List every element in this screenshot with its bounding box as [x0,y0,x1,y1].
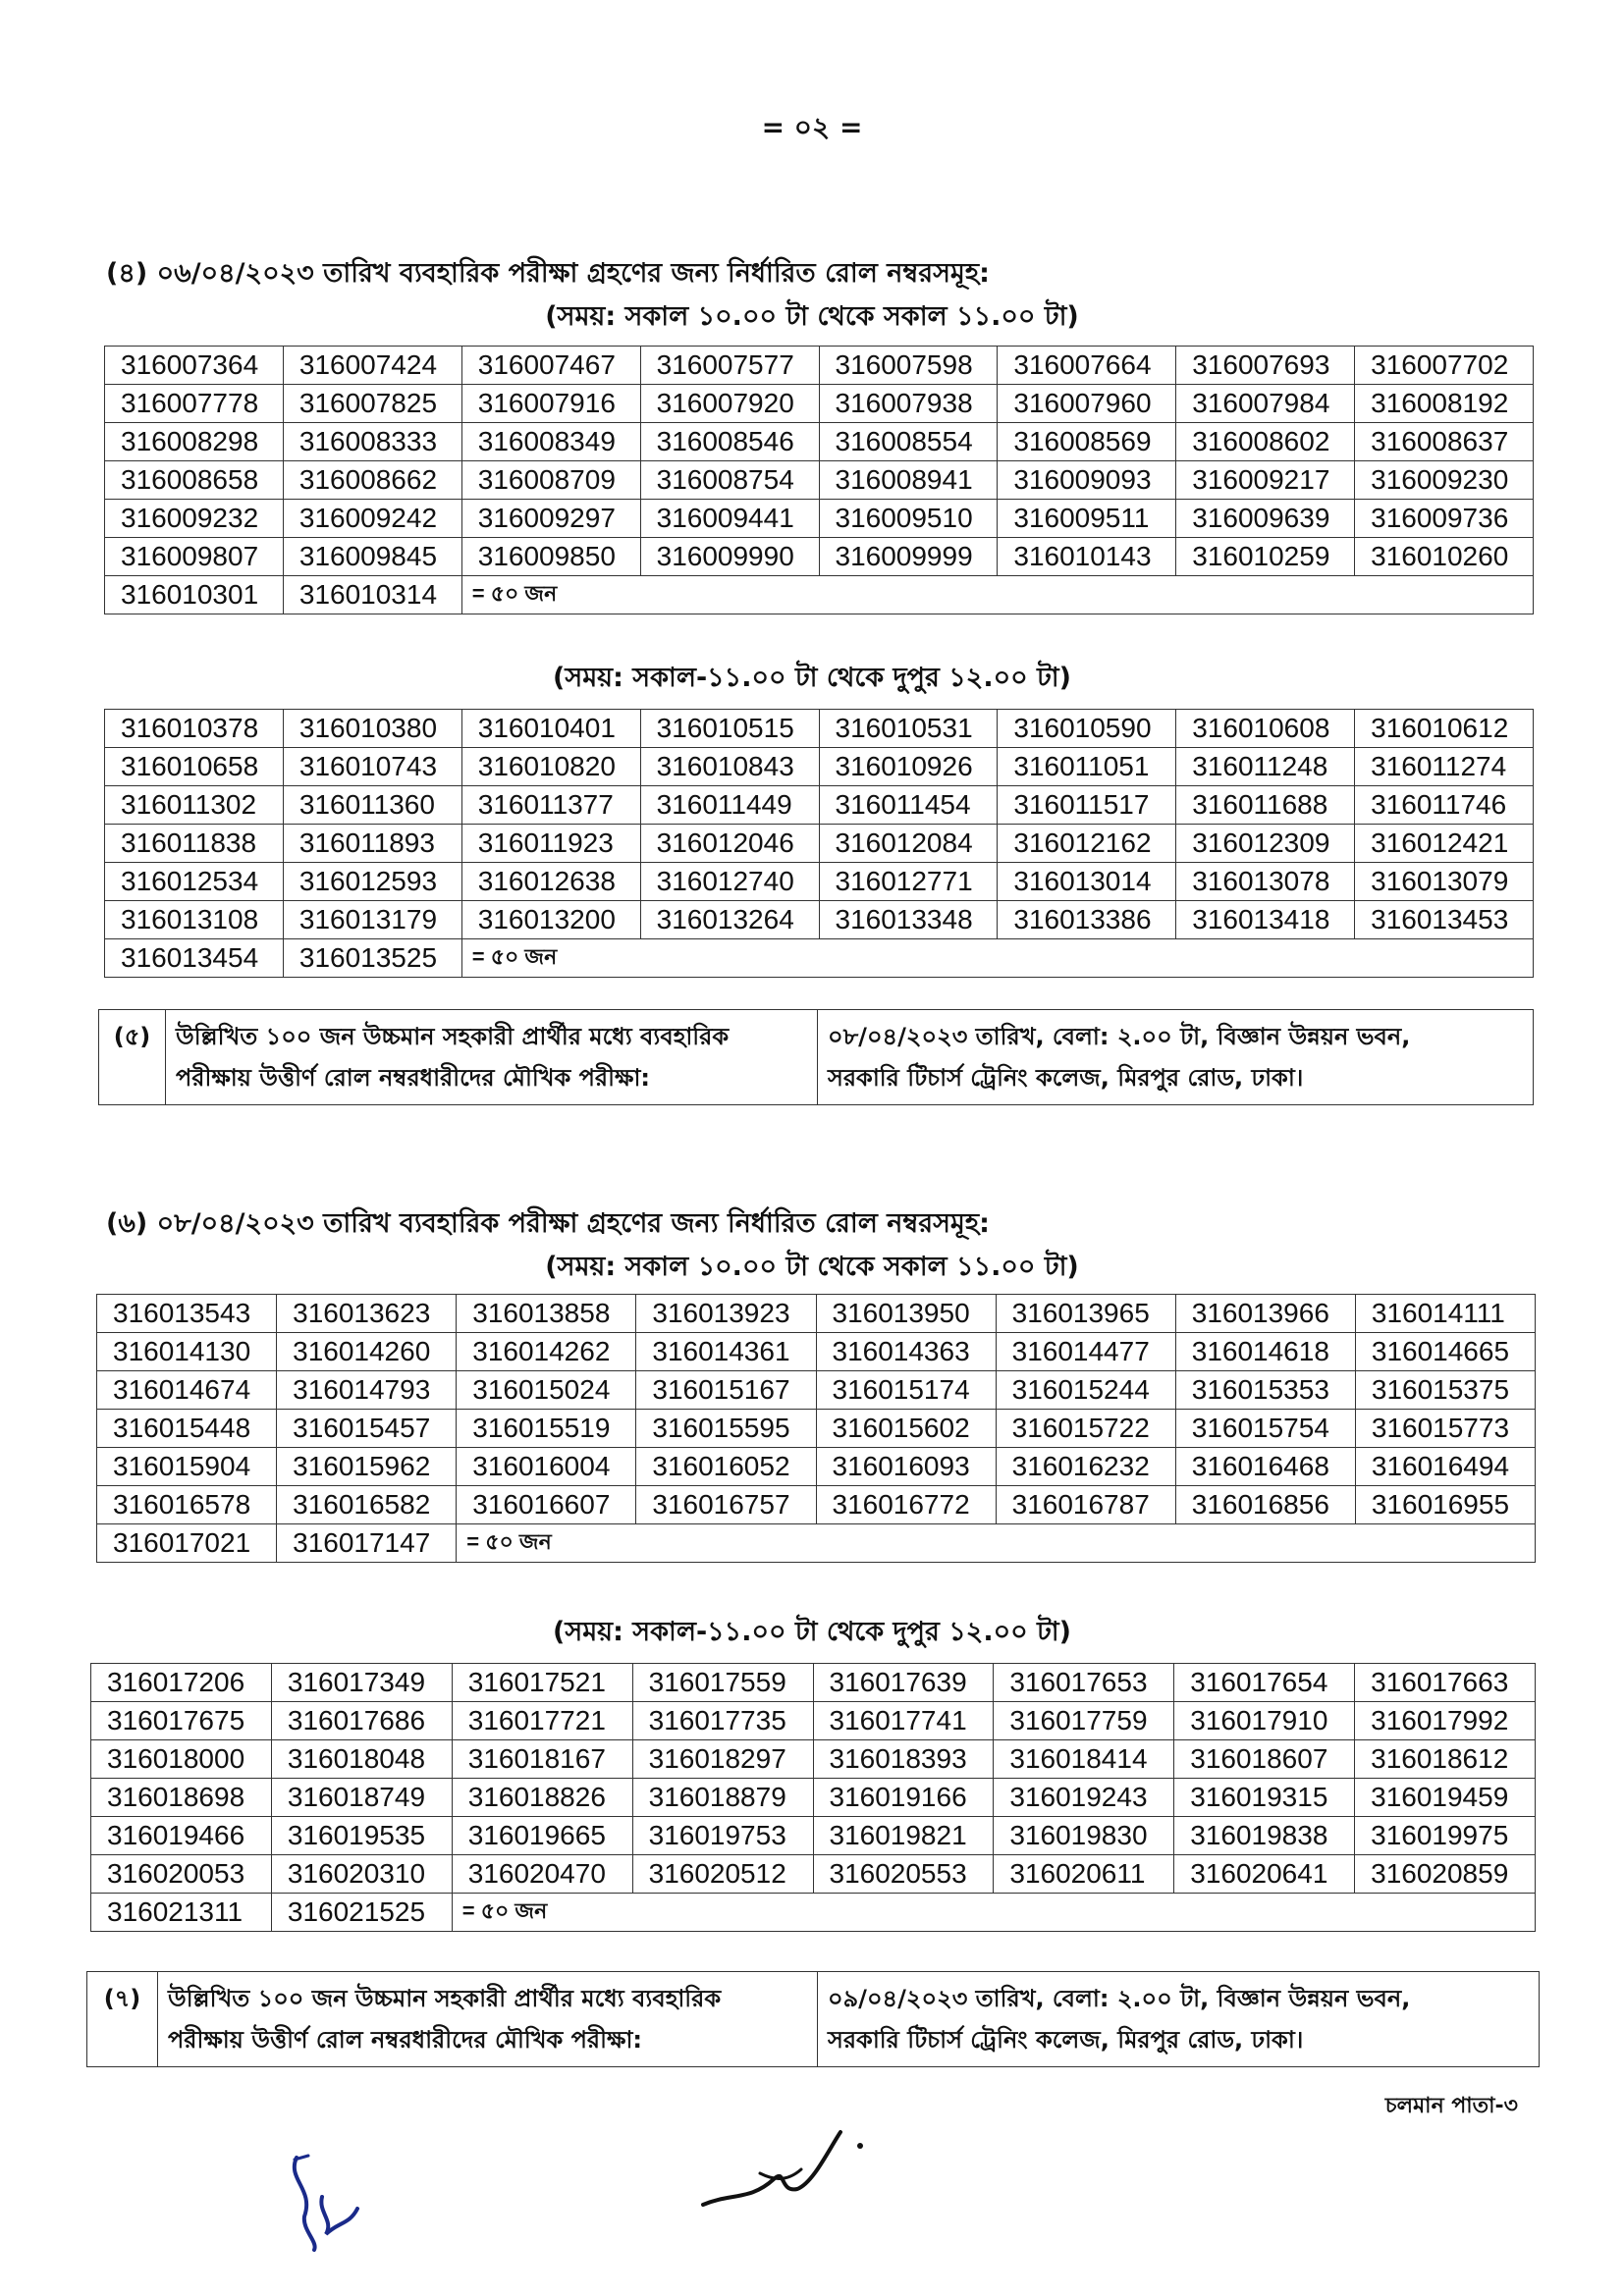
roll-number-cell: 316016093 [816,1448,996,1486]
roll-number-cell: 316016494 [1355,1448,1535,1486]
roll-number-cell: 316017759 [994,1702,1174,1740]
table-row [105,347,1534,385]
viva-notice-table [98,1009,1534,1105]
roll-number-cell: 316011893 [283,825,461,863]
roll-number-cell: 316021525 [271,1894,452,1932]
table-row [97,1333,1536,1371]
viva-schedule [818,1010,1534,1105]
viva-schedule-line: সরকারি টিচার্স ট্রেনিং কলেজ, মিরপুর রোড, ঢাকা। [828,2026,1304,2054]
roll-number-cell: 316020611 [994,1855,1174,1894]
roll-number-cell: 316008554 [819,423,998,461]
roll-number-cell: 316016955 [1355,1486,1535,1524]
table-row [105,710,1534,748]
roll-number-cell: 316015754 [1175,1410,1355,1448]
roll-number-cell: 316013543 [97,1295,277,1333]
roll-number-cell: 316008637 [1355,423,1534,461]
table-row [91,1702,1536,1740]
viva-schedule-line: ০৮/০৪/২০২৩ তারিখ, বেলা: ২.০০ টা, বিজ্ঞান উন্নয়ন ভবন, [828,1023,1411,1050]
roll-number-cell: 316010590 [998,710,1176,748]
table-row [91,1664,1536,1702]
roll-number-cell: 316007693 [1176,347,1355,385]
roll-number-cell: 316009230 [1355,461,1534,500]
roll-number-cell: 316014477 [996,1333,1175,1371]
roll-number-cell: 316009850 [461,538,640,576]
roll-number-cell: 316012771 [819,863,998,901]
viva-schedule-line: ০৯/০৪/২০২৩ তারিখ, বেলা: ২.০০ টা, বিজ্ঞান উন্নয়ন ভবন, [828,1985,1411,2012]
roll-number-cell: 316010314 [283,576,461,614]
candidate-total: = ৫০ জন [452,1894,1535,1932]
roll-number-cell: 316015722 [996,1410,1175,1448]
roll-number-cell: 316013950 [816,1295,996,1333]
roll-number-cell: 316017206 [91,1664,272,1702]
roll-number-cell: 316008333 [283,423,461,461]
roll-number-cell: 316008349 [461,423,640,461]
roll-number-cell: 316013418 [1176,901,1355,939]
roll-number-cell: 316017349 [271,1664,452,1702]
roll-number-cell: 316013454 [105,939,284,978]
roll-number-cell: 316014793 [277,1371,457,1410]
table-row [97,1295,1536,1333]
page-number: = ০২ = [761,111,863,143]
roll-number-cell: 316015024 [457,1371,636,1410]
roll-number-cell: 316010612 [1355,710,1534,748]
roll-number-cell: 316015244 [996,1371,1175,1410]
table-row [91,1779,1536,1817]
table-row [105,538,1534,576]
roll-number-cell: 316014361 [636,1333,816,1371]
roll-number-cell: 316013453 [1355,901,1534,939]
roll-number-cell: 316011517 [998,786,1176,825]
section-4-slot-1-time: (সময়: সকাল ১০.০০ টা থেকে সকাল ১১.০০ টা) [545,301,1079,332]
roll-number-cell: 316014674 [97,1371,277,1410]
roll-number-cell: 316019166 [813,1779,994,1817]
roll-number-cell: 316013108 [105,901,284,939]
roll-number-cell: 316009232 [105,500,284,538]
table-row [105,461,1534,500]
roll-number-cell: 316017721 [452,1702,632,1740]
roll-number-cell: 316009807 [105,538,284,576]
roll-number-cell: 316016772 [816,1486,996,1524]
roll-number-cell: 316013014 [998,863,1176,901]
table-row [97,1371,1536,1410]
roll-number-cell: 316011688 [1176,786,1355,825]
roll-number-cell: 316015375 [1355,1371,1535,1410]
roll-number-cell: 316007960 [998,385,1176,423]
roll-number-cell: 316019315 [1174,1779,1355,1817]
table-row [105,786,1534,825]
roll-number-cell: 316018000 [91,1740,272,1779]
roll-number-cell: 316020470 [452,1855,632,1894]
roll-number-cell: 316020553 [813,1855,994,1894]
roll-number-cell: 316012740 [640,863,819,901]
table-row [91,1740,1536,1779]
roll-number-cell: 316008569 [998,423,1176,461]
roll-number-cell: 316011377 [461,786,640,825]
roll-number-cell: 316013200 [461,901,640,939]
roll-number-cell: 316007424 [283,347,461,385]
roll-number-cell: 316007664 [998,347,1176,385]
table-row [105,863,1534,901]
roll-number-cell: 316015595 [636,1410,816,1448]
roll-number-cell: 316019821 [813,1817,994,1855]
roll-number-cell: 316018167 [452,1740,632,1779]
roll-number-cell: 316017654 [1174,1664,1355,1702]
roll-number-cell: 316010380 [283,710,461,748]
table-row [105,748,1534,786]
roll-number-cell: 316019535 [271,1817,452,1855]
roll-table [104,346,1534,614]
roll-number-cell: 316017910 [1174,1702,1355,1740]
section-4-slot-2-time: (সময়: সকাল-১১.০০ টা থেকে দুপুর ১২.০০ টা) [553,663,1071,693]
roll-number-cell: 316010843 [640,748,819,786]
roll-number-cell: 316016856 [1175,1486,1355,1524]
roll-number-cell: 316011274 [1355,748,1534,786]
roll-number-cell: 316011449 [640,786,819,825]
roll-number-cell: 316011248 [1176,748,1355,786]
roll-number-cell: 316014618 [1175,1333,1355,1371]
roll-number-cell: 316018698 [91,1779,272,1817]
roll-number-cell: 316021311 [91,1894,272,1932]
section-6-slot-1-time: (সময়: সকাল ১০.০০ টা থেকে সকাল ১১.০০ টা) [545,1252,1079,1282]
roll-number-cell: 316020512 [632,1855,813,1894]
roll-number-cell: 316015904 [97,1448,277,1486]
roll-number-cell: 316011838 [105,825,284,863]
roll-number-cell: 316020859 [1355,1855,1536,1894]
roll-number-cell: 316007920 [640,385,819,423]
roll-number-cell: 316013348 [819,901,998,939]
roll-table [96,1294,1536,1563]
roll-number-cell: 316010515 [640,710,819,748]
roll-number-cell: 316007577 [640,347,819,385]
roll-number-cell: 316008658 [105,461,284,500]
viva-description-line: উল্লিখিত ১০০ জন উচ্চমান সহকারী প্রার্থীর মধ্যে ব্যবহারিক [168,1985,722,2012]
roll-number-cell: 316009510 [819,500,998,538]
table-row [91,1855,1536,1894]
roll-number-cell: 316010259 [1176,538,1355,576]
roll-number-cell: 316014260 [277,1333,457,1371]
candidate-total: = ৫০ জন [461,939,1533,978]
roll-number-cell: 316008546 [640,423,819,461]
roll-number-cell: 316019753 [632,1817,813,1855]
roll-number-cell: 316017663 [1355,1664,1536,1702]
roll-number-cell: 316017741 [813,1702,994,1740]
roll-number-cell: 316015602 [816,1410,996,1448]
viva-schedule [818,1972,1540,2067]
roll-number-cell: 316009441 [640,500,819,538]
roll-number-cell: 316016052 [636,1448,816,1486]
table-row [105,385,1534,423]
roll-number-cell: 316018607 [1174,1740,1355,1779]
table-row [105,423,1534,461]
signature-center [691,2110,888,2218]
roll-table [104,709,1534,978]
roll-number-cell: 316007825 [283,385,461,423]
viva-description-line: পরীক্ষায় উত্তীর্ণ রোল নম্বরধারীদের মৌখিক পরীক্ষা: [168,2026,643,2054]
roll-number-cell: 316014130 [97,1333,277,1371]
roll-number-cell: 316008941 [819,461,998,500]
roll-number-cell: 316013965 [996,1295,1175,1333]
viva-description-line: পরীক্ষায় উত্তীর্ণ রোল নম্বরধারীদের মৌখিক পরীক্ষা: [176,1064,651,1092]
roll-number-cell: 316007598 [819,347,998,385]
roll-number-cell: 316015773 [1355,1410,1535,1448]
roll-number-cell: 316013923 [636,1295,816,1333]
roll-number-cell: 316018048 [271,1740,452,1779]
roll-number-cell: 316010401 [461,710,640,748]
viva-schedule-line: সরকারি টিচার্স ট্রেনিং কলেজ, মিরপুর রোড, ঢাকা। [828,1064,1304,1092]
roll-number-cell: 316011360 [283,786,461,825]
roll-number-cell: 316012046 [640,825,819,863]
viva-description [158,1972,818,2067]
roll-number-cell: 316016757 [636,1486,816,1524]
section-4-heading: (৪) ০৬/০৪/২০২৩ তারিখ ব্যবহারিক পরীক্ষা গ্রহণের জন্য নির্ধারিত রোল নম্বরসমূহ: [106,258,990,289]
roll-number-cell: 316007938 [819,385,998,423]
roll-number-cell: 316007984 [1176,385,1355,423]
candidate-total: = ৫০ জন [457,1524,1536,1563]
candidate-total: = ৫০ জন [461,576,1533,614]
roll-number-cell: 316016232 [996,1448,1175,1486]
roll-number-cell: 316016004 [457,1448,636,1486]
roll-number-cell: 316008709 [461,461,640,500]
roll-number-cell: 316007916 [461,385,640,423]
roll-number-cell: 316016578 [97,1486,277,1524]
roll-number-cell: 316015519 [457,1410,636,1448]
viva-notice-table [86,1971,1540,2067]
roll-number-cell: 316012162 [998,825,1176,863]
roll-number-cell: 316009990 [640,538,819,576]
section-6-slot-2-time: (সময়: সকাল-১১.০০ টা থেকে দুপুর ১২.০০ টা) [553,1617,1071,1647]
roll-number-cell: 316016582 [277,1486,457,1524]
roll-number-cell: 316017675 [91,1702,272,1740]
roll-number-cell: 316009511 [998,500,1176,538]
table-row [91,1817,1536,1855]
roll-number-cell: 316010820 [461,748,640,786]
roll-number-cell: 316018612 [1355,1740,1536,1779]
roll-number-cell: 316015457 [277,1410,457,1448]
roll-number-cell: 316010143 [998,538,1176,576]
table-row [105,576,1534,614]
roll-number-cell: 316016468 [1175,1448,1355,1486]
roll-number-cell: 316018297 [632,1740,813,1779]
roll-number-cell: 316010743 [283,748,461,786]
roll-number-cell: 316018414 [994,1740,1174,1779]
roll-number-cell: 316009736 [1355,500,1534,538]
roll-number-cell: 316019665 [452,1817,632,1855]
roll-number-cell: 316017686 [271,1702,452,1740]
roll-number-cell: 316011051 [998,748,1176,786]
roll-number-cell: 316018393 [813,1740,994,1779]
roll-number-cell: 316020641 [1174,1855,1355,1894]
roll-number-cell: 316017521 [452,1664,632,1702]
roll-number-cell: 316008298 [105,423,284,461]
roll-number-cell: 316020310 [271,1855,452,1894]
viva-number: (৭) [87,1972,158,2067]
roll-number-cell: 316020053 [91,1855,272,1894]
roll-number-cell: 316014262 [457,1333,636,1371]
roll-number-cell: 316013858 [457,1295,636,1333]
roll-number-cell: 316012593 [283,863,461,901]
table-row [105,901,1534,939]
roll-number-cell: 316011746 [1355,786,1534,825]
roll-number-cell: 316015962 [277,1448,457,1486]
roll-number-cell: 316015448 [97,1410,277,1448]
roll-number-cell: 316009297 [461,500,640,538]
roll-number-cell: 316018826 [452,1779,632,1817]
continued-page-note: চলমান পাতা-৩ [1384,2094,1518,2118]
roll-number-cell: 316010608 [1176,710,1355,748]
roll-number-cell: 316015174 [816,1371,996,1410]
roll-number-cell: 316008662 [283,461,461,500]
table-row [105,500,1534,538]
roll-number-cell: 316010301 [105,576,284,614]
roll-number-cell: 316010378 [105,710,284,748]
roll-number-cell: 316012421 [1355,825,1534,863]
roll-number-cell: 316015167 [636,1371,816,1410]
roll-number-cell: 316013079 [1355,863,1534,901]
table-row [97,1410,1536,1448]
roll-number-cell: 316014363 [816,1333,996,1371]
roll-number-cell: 316017147 [277,1524,457,1563]
roll-number-cell: 316016607 [457,1486,636,1524]
roll-number-cell: 316012638 [461,863,640,901]
roll-number-cell: 316016787 [996,1486,1175,1524]
roll-number-cell: 316013264 [640,901,819,939]
roll-table [90,1663,1536,1932]
roll-number-cell: 316010926 [819,748,998,786]
roll-number-cell: 316011923 [461,825,640,863]
roll-number-cell: 316019975 [1355,1817,1536,1855]
signature-left [275,2140,393,2258]
roll-number-cell: 316012534 [105,863,284,901]
roll-number-cell: 316010658 [105,748,284,786]
roll-number-cell: 316017653 [994,1664,1174,1702]
roll-number-cell: 316014111 [1355,1295,1535,1333]
table-row [105,939,1534,978]
roll-number-cell: 316019466 [91,1817,272,1855]
roll-number-cell: 316007364 [105,347,284,385]
roll-number-cell: 316013179 [283,901,461,939]
roll-number-cell: 316007702 [1355,347,1534,385]
table-row [97,1486,1536,1524]
roll-number-cell: 316009093 [998,461,1176,500]
roll-number-cell: 316011454 [819,786,998,825]
roll-number-cell: 316017735 [632,1702,813,1740]
roll-number-cell: 316009845 [283,538,461,576]
viva-description [166,1010,818,1105]
roll-number-cell: 316010260 [1355,538,1534,576]
roll-number-cell: 316007778 [105,385,284,423]
table-row [91,1894,1536,1932]
roll-number-cell: 316010531 [819,710,998,748]
roll-number-cell: 316008754 [640,461,819,500]
roll-number-cell: 316009217 [1176,461,1355,500]
roll-number-cell: 316013078 [1176,863,1355,901]
viva-number: (৫) [99,1010,166,1105]
table-row [97,1448,1536,1486]
roll-number-cell: 316017639 [813,1664,994,1702]
roll-number-cell: 316013623 [277,1295,457,1333]
section-6-heading: (৬) ০৮/০৪/২০২৩ তারিখ ব্যবহারিক পরীক্ষা গ্রহণের জন্য নির্ধারিত রোল নম্বরসমূহ: [106,1208,990,1239]
viva-description-line: উল্লিখিত ১০০ জন উচ্চমান সহকারী প্রার্থীর মধ্যে ব্যবহারিক [176,1023,730,1050]
roll-number-cell: 316008602 [1176,423,1355,461]
roll-number-cell: 316013386 [998,901,1176,939]
table-row [105,825,1534,863]
roll-number-cell: 316012084 [819,825,998,863]
roll-number-cell: 316009999 [819,538,998,576]
roll-number-cell: 316017021 [97,1524,277,1563]
roll-number-cell: 316013525 [283,939,461,978]
roll-number-cell: 316007467 [461,347,640,385]
roll-number-cell: 316012309 [1176,825,1355,863]
roll-number-cell: 316009639 [1176,500,1355,538]
roll-number-cell: 316018749 [271,1779,452,1817]
roll-number-cell: 316009242 [283,500,461,538]
roll-number-cell: 316019243 [994,1779,1174,1817]
roll-number-cell: 316015353 [1175,1371,1355,1410]
roll-number-cell: 316008192 [1355,385,1534,423]
roll-number-cell: 316019459 [1355,1779,1536,1817]
table-row [97,1524,1536,1563]
roll-number-cell: 316013966 [1175,1295,1355,1333]
roll-number-cell: 316019830 [994,1817,1174,1855]
roll-number-cell: 316018879 [632,1779,813,1817]
roll-number-cell: 316014665 [1355,1333,1535,1371]
roll-number-cell: 316011302 [105,786,284,825]
roll-number-cell: 316017559 [632,1664,813,1702]
roll-number-cell: 316017992 [1355,1702,1536,1740]
roll-number-cell: 316019838 [1174,1817,1355,1855]
